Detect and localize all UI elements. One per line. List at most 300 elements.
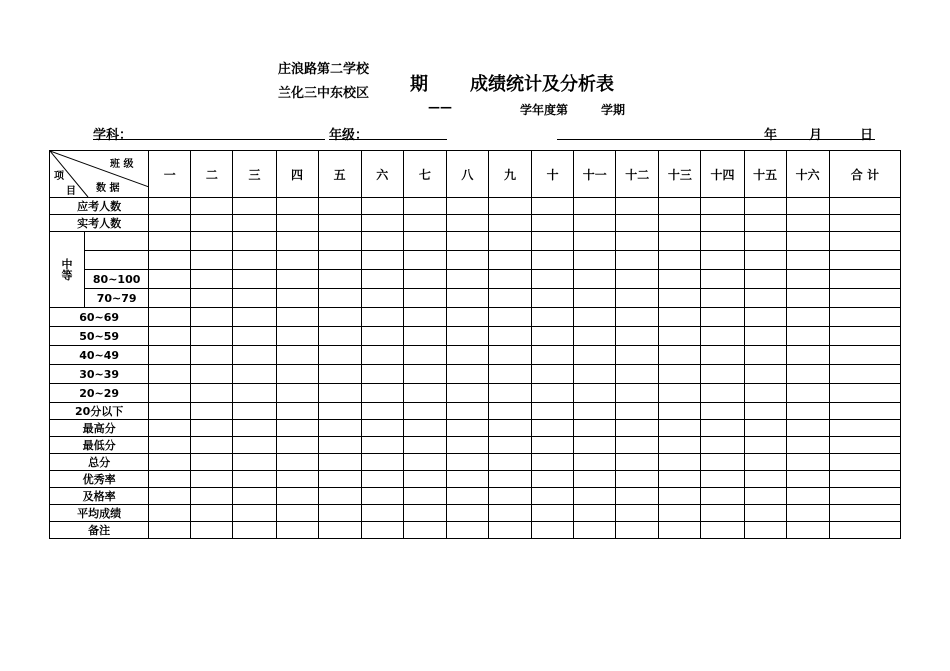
data-cell	[532, 471, 574, 488]
data-cell	[701, 346, 744, 365]
data-cell	[403, 488, 446, 505]
table-row	[50, 365, 901, 384]
row-label-below-20: 20分以下	[50, 403, 149, 420]
data-cell	[191, 270, 233, 289]
data-cell	[701, 505, 744, 522]
data-cell	[446, 522, 488, 539]
data-cell	[403, 346, 446, 365]
data-cell	[701, 522, 744, 539]
data-cell	[829, 198, 900, 215]
data-cell	[361, 384, 403, 403]
data-cell	[446, 270, 488, 289]
data-cell	[574, 403, 616, 420]
date-underline	[557, 139, 875, 140]
data-cell	[149, 327, 191, 346]
data-cell	[659, 505, 701, 522]
data-cell	[488, 454, 531, 471]
data-cell	[488, 251, 531, 270]
data-cell	[191, 420, 233, 437]
table-row	[50, 270, 901, 289]
col-13: 十三	[659, 151, 701, 198]
data-cell	[532, 215, 574, 232]
data-cell	[446, 437, 488, 454]
data-cell	[191, 251, 233, 270]
data-cell	[786, 198, 829, 215]
data-cell	[276, 471, 318, 488]
data-cell	[233, 365, 276, 384]
data-cell	[616, 232, 659, 251]
data-cell	[616, 365, 659, 384]
score-statistics-table	[49, 150, 901, 539]
data-cell	[361, 471, 403, 488]
data-cell	[574, 232, 616, 251]
data-cell	[829, 215, 900, 232]
col-1: 一	[149, 151, 191, 198]
table-row	[50, 420, 901, 437]
data-cell	[361, 365, 403, 384]
data-cell	[616, 522, 659, 539]
col-16: 十六	[786, 151, 829, 198]
data-cell	[149, 198, 191, 215]
data-cell	[361, 198, 403, 215]
table-row	[50, 403, 901, 420]
header-row	[50, 151, 901, 198]
data-cell	[446, 346, 488, 365]
data-cell	[191, 384, 233, 403]
table-row	[50, 505, 901, 522]
data-cell	[786, 327, 829, 346]
subject-label: 学科：	[93, 128, 133, 143]
data-cell	[532, 420, 574, 437]
data-cell	[532, 327, 574, 346]
data-cell	[829, 346, 900, 365]
data-cell	[488, 471, 531, 488]
data-cell	[403, 215, 446, 232]
data-cell	[786, 522, 829, 539]
data-cell	[446, 454, 488, 471]
data-cell	[361, 505, 403, 522]
data-cell	[233, 454, 276, 471]
data-cell	[701, 420, 744, 437]
data-cell	[616, 215, 659, 232]
data-cell	[233, 198, 276, 215]
col-2: 二	[191, 151, 233, 198]
data-cell	[786, 488, 829, 505]
data-cell	[659, 454, 701, 471]
data-cell	[829, 308, 900, 327]
data-cell	[361, 251, 403, 270]
data-cell	[616, 270, 659, 289]
data-cell	[488, 384, 531, 403]
data-cell	[744, 346, 786, 365]
medium-char-a: 中	[61, 257, 73, 271]
row-label-30-39: 30~39	[50, 365, 149, 384]
year-dash: ——	[428, 100, 452, 114]
data-cell	[276, 454, 318, 471]
data-cell	[574, 346, 616, 365]
grade-underline	[329, 139, 447, 140]
data-cell	[574, 215, 616, 232]
data-cell	[659, 270, 701, 289]
data-cell	[191, 403, 233, 420]
row-label-remarks: 备注	[50, 522, 149, 539]
data-cell	[659, 198, 701, 215]
year-term-label: 学年度第	[520, 103, 569, 117]
data-cell	[149, 251, 191, 270]
data-cell	[403, 232, 446, 251]
data-cell	[318, 327, 361, 346]
data-cell	[488, 270, 531, 289]
data-cell	[276, 384, 318, 403]
data-cell	[446, 403, 488, 420]
data-cell	[659, 289, 701, 308]
data-cell	[744, 327, 786, 346]
data-cell	[149, 308, 191, 327]
data-cell	[744, 437, 786, 454]
data-cell	[786, 420, 829, 437]
data-cell	[233, 420, 276, 437]
data-cell	[191, 488, 233, 505]
data-cell	[446, 289, 488, 308]
data-cell	[403, 289, 446, 308]
data-cell	[532, 505, 574, 522]
data-cell	[829, 289, 900, 308]
row-label-lowest: 最低分	[50, 437, 149, 454]
data-cell	[149, 488, 191, 505]
data-cell	[233, 215, 276, 232]
data-cell	[233, 488, 276, 505]
row-label-actual-take: 实考人数	[50, 215, 149, 232]
data-cell	[829, 327, 900, 346]
data-cell	[191, 327, 233, 346]
data-cell	[701, 365, 744, 384]
data-cell	[318, 437, 361, 454]
data-cell	[659, 403, 701, 420]
data-cell	[233, 251, 276, 270]
data-cell	[488, 232, 531, 251]
row-label-60-69: 60~69	[50, 308, 149, 327]
data-cell	[659, 308, 701, 327]
data-cell	[701, 232, 744, 251]
data-cell	[191, 505, 233, 522]
data-cell	[318, 270, 361, 289]
data-cell	[829, 403, 900, 420]
data-cell	[403, 403, 446, 420]
data-cell	[191, 232, 233, 251]
data-cell	[149, 522, 191, 539]
data-cell	[659, 384, 701, 403]
data-cell	[786, 215, 829, 232]
data-cell	[701, 384, 744, 403]
data-cell	[829, 420, 900, 437]
data-cell	[744, 215, 786, 232]
data-cell	[701, 215, 744, 232]
data-cell	[488, 365, 531, 384]
data-cell	[574, 488, 616, 505]
col-total: 合 计	[829, 151, 900, 198]
row-label-40-49: 40~49	[50, 346, 149, 365]
col-15: 十五	[744, 151, 786, 198]
data-cell	[318, 488, 361, 505]
col-10: 十	[532, 151, 574, 198]
data-cell	[276, 403, 318, 420]
table-row	[50, 522, 901, 539]
row-label-medium	[50, 232, 85, 308]
data-cell	[616, 327, 659, 346]
data-cell	[574, 522, 616, 539]
col-3: 三	[233, 151, 276, 198]
data-cell	[786, 505, 829, 522]
col-9: 九	[488, 151, 531, 198]
data-cell	[318, 251, 361, 270]
data-cell	[488, 198, 531, 215]
data-cell	[744, 522, 786, 539]
data-cell	[701, 327, 744, 346]
data-cell	[403, 365, 446, 384]
data-cell	[574, 251, 616, 270]
data-cell	[318, 346, 361, 365]
data-cell	[659, 437, 701, 454]
table-row	[50, 232, 901, 251]
col-12: 十二	[616, 151, 659, 198]
data-cell	[616, 454, 659, 471]
data-cell	[318, 232, 361, 251]
data-cell	[446, 215, 488, 232]
data-cell	[574, 308, 616, 327]
data-cell	[149, 471, 191, 488]
data-cell	[786, 471, 829, 488]
data-cell	[276, 522, 318, 539]
data-cell	[191, 308, 233, 327]
data-cell	[532, 522, 574, 539]
data-cell	[361, 346, 403, 365]
table-row	[50, 454, 901, 471]
data-cell	[659, 471, 701, 488]
data-cell	[403, 251, 446, 270]
data-cell	[318, 454, 361, 471]
data-cell	[532, 289, 574, 308]
data-cell	[361, 289, 403, 308]
data-cell	[276, 346, 318, 365]
data-cell	[233, 289, 276, 308]
data-cell	[276, 505, 318, 522]
data-cell	[616, 471, 659, 488]
row-label-average: 平均成绩	[50, 505, 149, 522]
data-cell	[361, 327, 403, 346]
data-cell	[318, 420, 361, 437]
data-cell	[233, 403, 276, 420]
data-cell	[786, 308, 829, 327]
data-cell	[446, 505, 488, 522]
data-cell	[488, 488, 531, 505]
row-label-50-59: 50~59	[50, 327, 149, 346]
data-cell	[829, 488, 900, 505]
data-cell	[659, 365, 701, 384]
data-cell	[403, 471, 446, 488]
data-cell	[744, 471, 786, 488]
data-cell	[532, 365, 574, 384]
data-cell	[659, 420, 701, 437]
data-cell	[149, 215, 191, 232]
table-row	[50, 251, 901, 270]
data-cell	[361, 403, 403, 420]
data-cell	[574, 471, 616, 488]
table-row	[50, 327, 901, 346]
data-cell	[532, 437, 574, 454]
data-cell	[616, 251, 659, 270]
data-cell	[659, 232, 701, 251]
data-cell	[616, 289, 659, 308]
corner-class-label: 班 级	[110, 159, 134, 170]
row-label-70-79: 70~79	[85, 289, 149, 308]
data-cell	[488, 420, 531, 437]
data-cell	[149, 346, 191, 365]
data-cell	[191, 215, 233, 232]
data-cell	[191, 198, 233, 215]
data-cell	[574, 198, 616, 215]
table-row	[50, 308, 901, 327]
data-cell	[532, 251, 574, 270]
data-cell	[276, 488, 318, 505]
data-cell	[829, 365, 900, 384]
data-cell	[276, 327, 318, 346]
data-cell	[532, 232, 574, 251]
data-cell	[786, 270, 829, 289]
data-cell	[361, 215, 403, 232]
row-label-highest: 最高分	[50, 420, 149, 437]
data-cell	[829, 522, 900, 539]
data-cell	[786, 384, 829, 403]
data-cell	[701, 454, 744, 471]
title-term: 期	[410, 74, 428, 95]
data-cell	[659, 215, 701, 232]
data-cell	[361, 437, 403, 454]
data-cell	[233, 270, 276, 289]
school-name-2: 兰化三中东校区	[278, 86, 370, 101]
data-cell	[318, 308, 361, 327]
col-14: 十四	[701, 151, 744, 198]
data-cell	[191, 437, 233, 454]
school-name-1: 庄浪路第二学校	[278, 62, 370, 77]
data-cell	[191, 522, 233, 539]
data-cell	[233, 471, 276, 488]
data-cell	[149, 289, 191, 308]
data-cell	[532, 384, 574, 403]
data-cell	[233, 437, 276, 454]
data-cell	[744, 198, 786, 215]
table-row	[50, 215, 901, 232]
date-month-label: 月	[809, 128, 823, 143]
data-cell	[659, 346, 701, 365]
data-cell	[276, 270, 318, 289]
data-cell	[446, 251, 488, 270]
data-cell	[574, 327, 616, 346]
data-cell	[191, 346, 233, 365]
col-6: 六	[361, 151, 403, 198]
data-cell	[701, 251, 744, 270]
data-cell	[276, 308, 318, 327]
col-8: 八	[446, 151, 488, 198]
data-cell	[786, 346, 829, 365]
data-cell	[149, 270, 191, 289]
data-cell	[446, 365, 488, 384]
data-cell	[403, 198, 446, 215]
data-cell	[233, 308, 276, 327]
data-cell	[574, 454, 616, 471]
data-cell	[276, 289, 318, 308]
date-year-label: 年	[764, 128, 778, 143]
data-cell	[532, 270, 574, 289]
data-cell	[233, 346, 276, 365]
data-cell	[446, 471, 488, 488]
row-label-pass-rate: 及格率	[50, 488, 149, 505]
subject-underline	[93, 139, 325, 140]
data-cell	[233, 232, 276, 251]
data-cell	[616, 488, 659, 505]
data-cell	[85, 232, 149, 251]
data-cell	[488, 289, 531, 308]
data-cell	[446, 198, 488, 215]
data-cell	[574, 437, 616, 454]
data-cell	[149, 403, 191, 420]
data-cell	[786, 251, 829, 270]
data-cell	[276, 198, 318, 215]
data-cell	[829, 454, 900, 471]
data-cell	[744, 232, 786, 251]
data-cell	[829, 232, 900, 251]
data-cell	[701, 198, 744, 215]
data-cell	[446, 384, 488, 403]
grade-label: 年级：	[329, 128, 369, 143]
data-cell	[574, 289, 616, 308]
data-cell	[829, 437, 900, 454]
data-cell	[659, 251, 701, 270]
data-cell	[191, 365, 233, 384]
data-cell	[191, 454, 233, 471]
col-11: 十一	[574, 151, 616, 198]
data-cell	[744, 365, 786, 384]
data-cell	[616, 308, 659, 327]
data-cell	[616, 505, 659, 522]
data-cell	[659, 522, 701, 539]
data-cell	[744, 270, 786, 289]
table-row	[50, 437, 901, 454]
data-cell	[786, 437, 829, 454]
data-cell	[786, 232, 829, 251]
data-cell	[829, 251, 900, 270]
data-cell	[701, 403, 744, 420]
data-cell	[403, 505, 446, 522]
data-cell	[616, 420, 659, 437]
data-cell	[403, 384, 446, 403]
data-cell	[149, 365, 191, 384]
data-cell	[532, 346, 574, 365]
data-cell	[403, 437, 446, 454]
data-cell	[446, 308, 488, 327]
data-cell	[659, 488, 701, 505]
data-cell	[488, 346, 531, 365]
data-cell	[744, 289, 786, 308]
data-cell	[532, 454, 574, 471]
data-cell	[403, 420, 446, 437]
data-cell	[744, 454, 786, 471]
data-cell	[361, 270, 403, 289]
data-cell	[616, 198, 659, 215]
data-cell	[786, 289, 829, 308]
data-cell	[149, 505, 191, 522]
data-cell	[276, 215, 318, 232]
data-cell	[191, 289, 233, 308]
